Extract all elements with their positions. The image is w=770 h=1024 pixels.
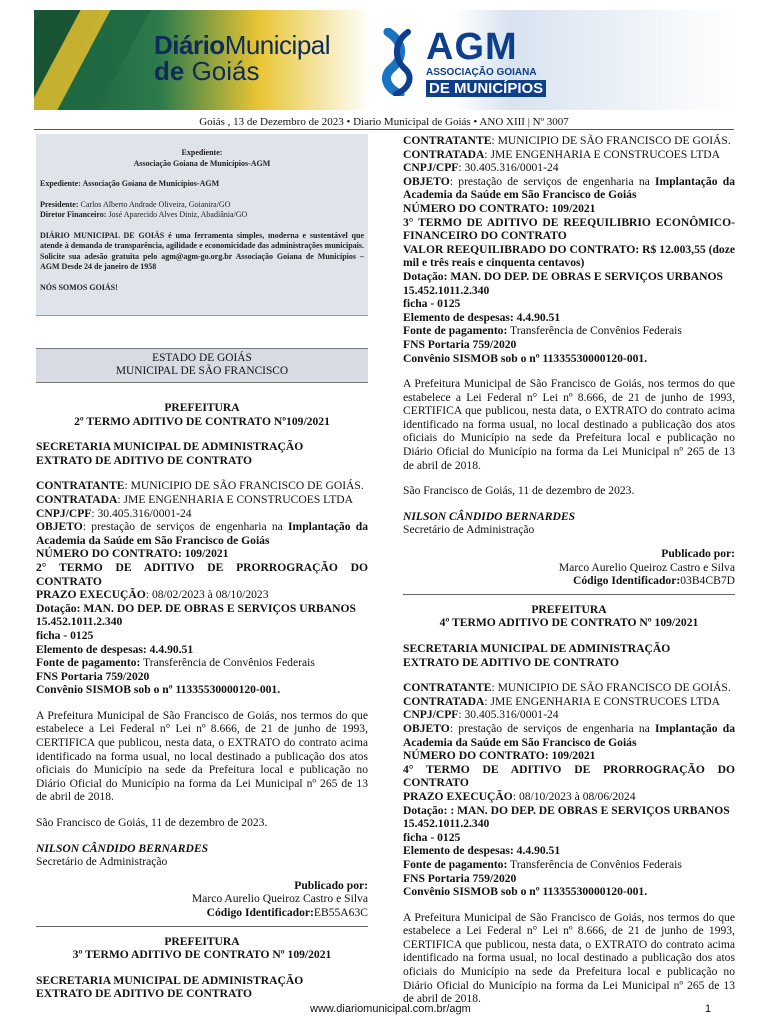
- ficha: ficha - 0125: [36, 628, 94, 642]
- cnpj-label: CNPJ/CPF: [403, 161, 459, 175]
- contratante-value: : MUNICIPIO DE SÃO FRANCISCO DE GOIÁS.: [491, 134, 731, 147]
- objeto-bold: Implantação da Academia da Saúde em São Francisco de Goiás: [403, 174, 735, 202]
- contratada-value: : JME ENGENHARIA E CONSTRUCOES LTDA: [484, 694, 721, 708]
- cnpj-label: CNPJ/CPF: [403, 708, 459, 722]
- cnpj-value: : 30.405.316/0001-24: [458, 708, 559, 722]
- contratada-label: CONTRATADA: [403, 694, 485, 708]
- doc-heading: PREFEITURA: [164, 401, 240, 414]
- extract-heading: EXTRATO DE ADITIVO DE CONTRATO: [36, 987, 253, 1001]
- doc-subheading: 2º TERMO ADITIVO DE CONTRATO Nº109/2021: [74, 414, 330, 428]
- expediente-description: DIÁRIO MUNICIPAL DE GOIÁS é uma ferramenta simples, moderna e sustentável que atende à demanda de transparência, agilidade e economicidade das administrações municipais. Solicite sua adesão gratuita pelo agm@agm-go.org.br Associação Goiana de Municípios – AGM Desde 24 de janeiro de 1958: [40, 230, 364, 271]
- code-value: EB55A63C: [313, 906, 368, 919]
- section-divider: [403, 594, 735, 595]
- brand-light: Municipal: [224, 30, 331, 60]
- fonte-value: Transferência de Convênios Federais: [507, 857, 682, 871]
- code-value: 03B4CB7D: [680, 574, 735, 588]
- ficha: ficha - 0125: [403, 830, 461, 844]
- publisher-name: Marco Aurelio Queiroz Castro e Silva: [558, 560, 735, 574]
- header-rule: [34, 129, 734, 130]
- brand-bold: de: [154, 56, 185, 86]
- objeto-value: : prestação de serviços de engenharia na: [449, 721, 656, 735]
- fonte-label: Fonte de pagamento:: [36, 656, 141, 670]
- objeto-bold: Implantação da Academia da Saúde em São Francisco de Goiás: [403, 721, 735, 749]
- expediente-motto: NÓS SOMOS GOIÁS!: [40, 282, 118, 292]
- state-title: ESTADO DE GOIÁS: [152, 352, 252, 364]
- secretariat-heading: SECRETARIA MUNICIPAL DE ADMINISTRAÇÃO: [403, 642, 671, 655]
- agm-emblem-icon: [374, 28, 422, 96]
- agm-subtitle: ASSOCIAÇÃO GOIANA: [426, 67, 537, 78]
- code-label: Código Identificador:: [572, 574, 681, 588]
- state-box: [36, 348, 368, 383]
- fonte-label: Fonte de pagamento:: [403, 857, 508, 871]
- agm-subtitle-2: DE MUNICÍPIOS: [426, 80, 546, 97]
- contratada-label: CONTRATADA: [36, 492, 118, 506]
- certification-paragraph: A Prefeitura Municipal de São Francisco de Goiás, nos termos do que estabelece a Lei Federal n° Lei nº 8.666, de 21 de junho de 1993, CERTIFICA que publicou, nesta data, o EXTRATO do contrato acima identificado na forma usual, no local destinado a publicação dos atos oficiais do Município na sede da Prefeitura local e publicação no Diário Oficial do Município na forma da Lei Municipal nº 265 de 13 de abril de 2018.: [403, 910, 735, 1006]
- fonte-value: Transferência de Convênios Federais: [507, 324, 682, 338]
- secretariat-heading: SECRETARIA MUNICIPAL DE ADMINISTRAÇÃO: [36, 973, 304, 987]
- dotacao-label: Dotação: [403, 803, 444, 817]
- cnpj-value: : 30.405.316/0001-24: [91, 506, 192, 520]
- dotacao-value: : : MAN. DO DEP. DE OBRAS E SERVIÇOS URBANOS: [443, 803, 730, 817]
- municipality-title: MUNICIPAL DE SÃO FRANCISCO: [115, 365, 289, 377]
- footer-url[interactable]: www.diariomunicipal.com.br/agm: [310, 1003, 471, 1015]
- fonte-value: Transferência de Convênios Federais: [140, 656, 315, 670]
- contratante-label: CONTRATANTE: [403, 134, 492, 147]
- objeto-value: : prestação de serviços de engenharia na: [82, 520, 289, 534]
- signer-name: NILSON CÂNDIDO BERNARDES: [36, 841, 209, 855]
- section-divider: [36, 926, 368, 927]
- contract-number: NÚMERO DO CONTRATO: 109/2021: [403, 749, 596, 763]
- left-column: [36, 134, 368, 1001]
- objeto-bold: Implantação da Academia da Saúde em São Francisco de Goiás: [36, 520, 368, 547]
- publisher-name: Marco Aurelio Queiroz Castro e Silva: [191, 892, 368, 906]
- certification-paragraph: A Prefeitura Municipal de São Francisco de Goiás, nos termos do que estabelece a Lei Federal n° Lei nº 8.666, de 21 de junho de 1993, CERTIFICA que publicou, nesta data, o EXTRATO do contrato acima identificado na forma usual, no local destinado a publicação dos atos oficiais do Município na sede da Prefeitura local e publicação no Diário Oficial do Município na forma da Lei Municipal nº 265 de 13 de abril de 2018.: [36, 708, 368, 804]
- objeto-label: OBJETO: [36, 520, 83, 534]
- dotacao-value: : MAN. DO DEP. DE OBRAS E SERVIÇOS URBANOS: [443, 269, 723, 283]
- elemento-despesa: Elemento de despesas: 4.4.90.51: [36, 642, 194, 656]
- place-date: São Francisco de Goiás, 11 de dezembro de 2023.: [403, 484, 635, 498]
- published-by-label: Publicado por:: [661, 547, 735, 561]
- doc-heading: PREFEITURA: [164, 934, 240, 948]
- signer-name: NILSON CÂNDIDO BERNARDES: [403, 509, 576, 523]
- convenio: Convênio SISMOB sob o nº 11335530000120-001.: [403, 885, 648, 899]
- cnpj-label: CNPJ/CPF: [36, 506, 92, 520]
- prazo-value: : 08/02/2023 à 08/10/2023: [145, 588, 269, 602]
- expediente-org: Associação Goiana de Municípios-AGM: [133, 158, 271, 168]
- director-value: José Aparecido Alves Diniz, Abadiânia/GO: [108, 210, 248, 219]
- president-value: Carlos Alberto Andrade Oliveira, Goianira/GO: [80, 199, 231, 209]
- prazo-label: PRAZO EXECUÇÃO: [403, 789, 513, 803]
- dotacao-label: Dotação: [36, 601, 77, 615]
- doc-heading: PREFEITURA: [531, 602, 607, 616]
- elemento-despesa: Elemento de despesas: 4.4.90.51: [403, 310, 561, 324]
- fns-portaria: FNS Portaria 759/2020: [36, 669, 150, 683]
- prazo-label: PRAZO EXECUÇÃO: [36, 588, 146, 602]
- budget-code: 15.452.1011.2.340: [403, 283, 490, 297]
- signer-role: Secretário de Administração: [36, 855, 168, 869]
- director-label: Diretor Financeiro:: [40, 210, 107, 219]
- contratante-value: : MUNICIPIO DE SÃO FRANCISCO DE GOIÁS.: [491, 681, 731, 695]
- place-date: São Francisco de Goiás, 11 de dezembro de 2023.: [36, 816, 268, 830]
- objeto-label: OBJETO: [403, 174, 450, 188]
- agm-logo: [426, 28, 546, 97]
- objeto-value: : prestação de serviços de engenharia na: [449, 174, 656, 188]
- contratada-value: : JME ENGENHARIA E CONSTRUCOES LTDA: [117, 492, 354, 506]
- convenio: Convênio SISMOB sob o nº 11335530000120-001.: [403, 351, 648, 365]
- valor-line: VALOR REEQUILIBRADO DO CONTRATO: R$ 12.003,55 (doze mil e três reais e cinquenta centavos): [403, 242, 735, 270]
- secretariat-heading: SECRETARIA MUNICIPAL DE ADMINISTRAÇÃO: [36, 440, 304, 454]
- masthead-banner: [34, 10, 734, 110]
- brand-light: Goiás: [191, 56, 260, 86]
- contract-number: NÚMERO DO CONTRATO: 109/2021: [403, 201, 596, 215]
- expediente-line: Expediente: Associação Goiana de Municípios-AGM: [40, 179, 220, 188]
- cnpj-value: : 30.405.316/0001-24: [458, 161, 559, 175]
- term-line: 3° TERMO DE ADITIVO DE REEQUILIBRIO ECONÔMICO-FINANCEIRO DO CONTRATO: [403, 215, 735, 243]
- president-label: Presidente:: [40, 199, 79, 209]
- elemento-despesa: Elemento de despesas: 4.4.90.51: [403, 844, 561, 858]
- expediente-box: [36, 134, 368, 316]
- published-by-label: Publicado por:: [294, 878, 368, 892]
- fns-portaria: FNS Portaria 759/2020: [403, 871, 517, 885]
- right-column: [403, 134, 735, 1006]
- prazo-value: : 08/10/2023 à 08/06/2024: [512, 789, 636, 803]
- contratada-label: CONTRATADA: [403, 147, 485, 161]
- fonte-label: Fonte de pagamento:: [403, 324, 508, 338]
- budget-code: 15.452.1011.2.340: [36, 615, 123, 629]
- dotacao-label: Dotação: [403, 269, 444, 283]
- issue-line: Goiás , 13 de Dezembro de 2023 • Diario Municipal de Goiás • ANO XIII | Nº 3007: [199, 116, 569, 128]
- diario-municipal-logo: [154, 32, 330, 84]
- expediente-title: Expediente:: [181, 148, 223, 157]
- contratante-label: CONTRATANTE: [403, 681, 492, 695]
- ficha: ficha - 0125: [403, 297, 461, 311]
- extract-heading: EXTRATO DE ADITIVO DE CONTRATO: [403, 655, 620, 669]
- fns-portaria: FNS Portaria 759/2020: [403, 337, 517, 351]
- dotacao-value: : MAN. DO DEP. DE OBRAS E SERVIÇOS URBANOS: [76, 601, 356, 615]
- contratante-label: CONTRATANTE: [36, 479, 125, 493]
- extract-heading: EXTRATO DE ADITIVO DE CONTRATO: [36, 453, 253, 467]
- certification-paragraph: A Prefeitura Municipal de São Francisco de Goiás, nos termos do que estabelece a Lei Federal n° Lei nº 8.666, de 21 de junho de 1993, CERTIFICA que publicou, nesta data, o EXTRATO do contrato acima identificado na forma usual, no local destinado a publicação dos atos oficiais do Município na sede da Prefeitura local e publicação no Diário Oficial do Município na forma da Lei Municipal nº 265 de 13 de abril de 2018.: [403, 377, 735, 472]
- agm-wordmark: AGM: [426, 26, 518, 68]
- objeto-label: OBJETO: [403, 721, 450, 735]
- term-line: 2° TERMO DE ADITIVO DE PRORROGRAÇÃO DO CONTRATO: [36, 560, 368, 588]
- doc-subheading: 3º TERMO ADITIVO DE CONTRATO Nº 109/2021: [72, 948, 332, 962]
- signer-role: Secretário de Administração: [403, 523, 535, 537]
- convenio: Convênio SISMOB sob o nº 11335530000120-001.: [36, 683, 281, 697]
- term-line: 4° TERMO DE ADITIVO DE PRORROGRAÇÃO DO CONTRATO: [403, 762, 735, 790]
- code-label: Código Identificador:: [206, 906, 314, 919]
- budget-code: 15.452.1011.2.340: [403, 817, 490, 831]
- doc-subheading: 4º TERMO ADITIVO DE CONTRATO Nº 109/2021: [439, 616, 699, 630]
- contract-number: NÚMERO DO CONTRATO: 109/2021: [36, 547, 229, 561]
- contratante-value: : MUNICIPIO DE SÃO FRANCISCO DE GOIÁS.: [124, 479, 364, 493]
- brand-bold: Diário: [154, 30, 225, 60]
- page-number: 1: [705, 1003, 712, 1015]
- contratada-value: : JME ENGENHARIA E CONSTRUCOES LTDA: [484, 147, 721, 161]
